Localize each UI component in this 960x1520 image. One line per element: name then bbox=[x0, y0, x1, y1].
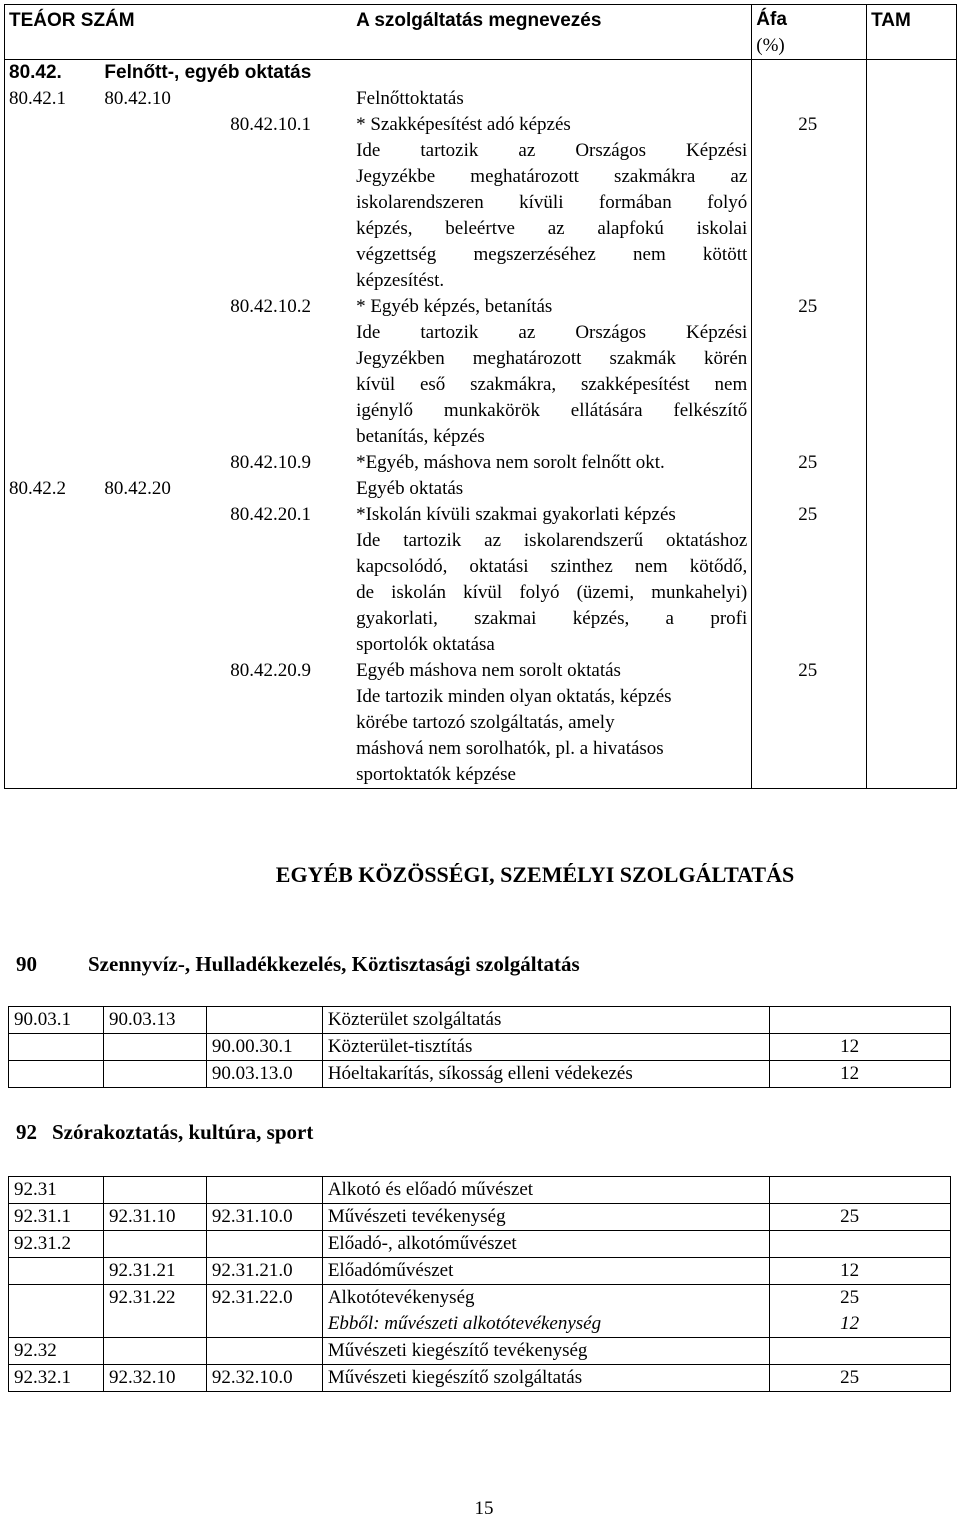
vat-value-text: 12 bbox=[840, 1036, 860, 1057]
code-l3: 90.00.30.1 bbox=[206, 1034, 322, 1061]
service-name bbox=[322, 1177, 769, 1204]
code-l3 bbox=[206, 1177, 322, 1204]
vat-value bbox=[770, 1177, 951, 1204]
code-l1: 90.03.1 bbox=[9, 1007, 104, 1034]
desc-line: Ide tartozik minden olyan oktatás, képzés bbox=[356, 686, 672, 707]
service-name-text: Művészeti tevékenység bbox=[327, 1206, 506, 1227]
service-name bbox=[322, 1231, 769, 1258]
service-description bbox=[352, 294, 752, 450]
code-l3 bbox=[206, 1338, 322, 1365]
vat-value: 25 bbox=[752, 112, 867, 294]
service-name bbox=[322, 1338, 769, 1365]
table-row bbox=[9, 1204, 951, 1231]
desc-line: Jegyzékben meghatározott szakmák körén bbox=[356, 348, 748, 369]
vat-table-education bbox=[4, 4, 957, 789]
code-l1 bbox=[9, 1285, 104, 1338]
service-name bbox=[322, 1061, 769, 1088]
code-l2: 92.31.22 bbox=[103, 1285, 206, 1338]
vat-value bbox=[770, 1338, 951, 1365]
service-name: Egyéb oktatás bbox=[356, 478, 464, 499]
desc-line: végzettség megszerzéséhez nem kötött bbox=[356, 244, 748, 265]
vat-value: 25 bbox=[752, 502, 867, 658]
code-l1 bbox=[9, 1061, 104, 1088]
code-l3: 80.42.20.1 bbox=[230, 504, 311, 525]
table-row bbox=[5, 476, 957, 502]
code-l3: 92.31.21.0 bbox=[206, 1258, 322, 1285]
header-vat-unit: (%) bbox=[756, 35, 785, 56]
table-header-row bbox=[5, 5, 957, 60]
group-name: Felnőtt-, egyéb oktatás bbox=[104, 62, 312, 83]
service-subname-text: Ebből: művészeti alkotótevékenység bbox=[327, 1313, 602, 1334]
code-l1: 92.32 bbox=[9, 1338, 104, 1365]
vat-table-sanitation bbox=[8, 1006, 951, 1088]
table-row bbox=[5, 450, 957, 476]
vat-value bbox=[770, 1258, 951, 1285]
desc-line: Jegyzékbe meghatározott szakmákra az bbox=[356, 166, 748, 187]
table-row bbox=[9, 1365, 951, 1392]
code-l3: 80.42.10.9 bbox=[230, 452, 311, 473]
desc-line: de iskolán kívül folyó (üzemi, munkahelyi) bbox=[356, 582, 748, 603]
vat-value-text: 12 bbox=[840, 1063, 860, 1084]
table-row bbox=[9, 1338, 951, 1365]
desc-line: kívül eső szakmákra, szakképesítést nem bbox=[356, 374, 748, 395]
service-title: * Szakképesítést adó képzés bbox=[356, 114, 571, 135]
service-name bbox=[322, 1285, 769, 1338]
desc-line: Ide tartozik az Országos Képzési bbox=[356, 322, 748, 343]
service-name-text: Előadóművészet bbox=[327, 1260, 454, 1281]
code-l3 bbox=[206, 1231, 322, 1258]
service-name-text: Művészeti kiegészítő szolgáltatás bbox=[327, 1367, 583, 1388]
vat-value-text: 25 bbox=[840, 1206, 860, 1227]
service-title: *Egyéb, máshova nem sorolt felnőtt okt. bbox=[356, 452, 665, 473]
vat-value bbox=[770, 1231, 951, 1258]
code-l2: 92.32.10 bbox=[103, 1365, 206, 1392]
code-l2: 92.31.10 bbox=[103, 1204, 206, 1231]
code-l2 bbox=[103, 1034, 206, 1061]
page-number: 15 bbox=[474, 1498, 494, 1519]
vat-subvalue-text: 12 bbox=[840, 1313, 860, 1334]
code-l3: 80.42.10.1 bbox=[230, 114, 311, 135]
header-vat-label: Áfa bbox=[756, 9, 787, 30]
code-l1 bbox=[9, 1258, 104, 1285]
header-service-name: A szolgáltatás megnevezés bbox=[352, 5, 752, 60]
service-name-text: Hóeltakarítás, síkosság elleni védekezés bbox=[327, 1063, 633, 1084]
service-description bbox=[352, 658, 752, 789]
code-l2: 80.42.10 bbox=[104, 88, 171, 109]
code-l3: 80.42.10.2 bbox=[230, 296, 311, 317]
code-l3: 80.42.20.9 bbox=[230, 660, 311, 681]
desc-line: igénylő munkakörök ellátására felkészítő bbox=[356, 400, 748, 421]
code-l3: 90.03.13.0 bbox=[206, 1061, 322, 1088]
code-l2: 92.31.21 bbox=[103, 1258, 206, 1285]
table-row bbox=[9, 1231, 951, 1258]
code-l1: 92.32.1 bbox=[9, 1365, 104, 1392]
table-row bbox=[9, 1258, 951, 1285]
code-l2: 80.42.20 bbox=[104, 478, 171, 499]
code-l1 bbox=[9, 1034, 104, 1061]
subsection-92-code: 92 bbox=[16, 1120, 37, 1144]
table-row bbox=[9, 1285, 951, 1338]
code-l2 bbox=[103, 1177, 206, 1204]
vat-value bbox=[770, 1007, 951, 1034]
vat-value: 25 bbox=[752, 294, 867, 450]
desc-line: kapcsolódó, oktatási szinthez nem kötődő, bbox=[356, 556, 748, 577]
service-name bbox=[322, 1365, 769, 1392]
code-l1: 92.31 bbox=[9, 1177, 104, 1204]
code-l3: 92.31.22.0 bbox=[206, 1285, 322, 1338]
desc-line: betanítás, képzés bbox=[356, 426, 485, 447]
service-title: Egyéb máshova nem sorolt oktatás bbox=[356, 660, 621, 681]
code-l2 bbox=[103, 1338, 206, 1365]
service-name-text: Művészeti kiegészítő tevékenység bbox=[327, 1340, 588, 1361]
code-l3: 92.32.10.0 bbox=[206, 1365, 322, 1392]
table-row bbox=[5, 294, 957, 450]
service-name-text: Alkotó és előadó művészet bbox=[327, 1179, 534, 1200]
vat-value bbox=[770, 1285, 951, 1338]
vat-value-text bbox=[840, 1177, 945, 1203]
service-name-text: Előadó-, alkotóművészet bbox=[327, 1233, 517, 1254]
desc-line: sportoktatók képzése bbox=[356, 764, 516, 785]
vat-value-text: 25 bbox=[840, 1367, 860, 1388]
group-code: 80.42. bbox=[9, 62, 62, 83]
service-description bbox=[352, 112, 752, 294]
code-l2: 90.03.13 bbox=[103, 1007, 206, 1034]
service-name bbox=[322, 1034, 769, 1061]
table-row bbox=[9, 1061, 951, 1088]
service-name bbox=[322, 1204, 769, 1231]
table-row bbox=[5, 658, 957, 789]
code-l1: 92.31.1 bbox=[9, 1204, 104, 1231]
subsection-90-title: Szennyvíz-, Hulladékkezelés, Köztisztasági szolgáltatás bbox=[88, 952, 580, 976]
desc-line: máshová nem sorolhatók, pl. a hivatásos bbox=[356, 738, 664, 759]
vat-value-text bbox=[840, 1231, 945, 1257]
desc-line: képzesítést. bbox=[356, 270, 445, 291]
table-row bbox=[9, 1034, 951, 1061]
vat-value bbox=[770, 1034, 951, 1061]
desc-line: körébe tartozó szolgáltatás, amely bbox=[356, 712, 615, 733]
desc-line: iskolarendszeren kívüli formában folyó bbox=[356, 192, 748, 213]
vat-value-text bbox=[840, 1338, 945, 1364]
vat-value bbox=[770, 1365, 951, 1392]
code-l1: 92.31.2 bbox=[9, 1231, 104, 1258]
service-description bbox=[352, 502, 752, 658]
desc-line: sportolók oktatása bbox=[356, 634, 495, 655]
code-l2 bbox=[103, 1231, 206, 1258]
desc-line: Ide tartozik az Országos Képzési bbox=[356, 140, 748, 161]
vat-value-text: 12 bbox=[840, 1260, 860, 1281]
vat-value-text bbox=[840, 1007, 945, 1033]
service-name-text: Közterület-tisztítás bbox=[327, 1036, 473, 1057]
subsection-90-code: 90 bbox=[16, 952, 37, 976]
vat-value bbox=[770, 1204, 951, 1231]
service-name bbox=[322, 1007, 769, 1034]
header-teaor: TEÁOR SZÁM bbox=[5, 5, 353, 60]
service-title: * Egyéb képzés, betanítás bbox=[356, 296, 553, 317]
code-l2 bbox=[103, 1061, 206, 1088]
desc-line: Ide tartozik az iskolarendszerű oktatáshoz bbox=[356, 530, 748, 551]
table-row bbox=[5, 86, 957, 112]
desc-line: képzés, beleértve az alapfokú iskolai bbox=[356, 218, 748, 239]
vat-value: 25 bbox=[752, 450, 867, 476]
table-row bbox=[9, 1177, 951, 1204]
table-row bbox=[9, 1007, 951, 1034]
service-name bbox=[322, 1258, 769, 1285]
vat-value-text: 25 bbox=[840, 1287, 860, 1308]
code-l1: 80.42.2 bbox=[9, 478, 66, 499]
desc-line: gyakorlati, szakmai képzés, a profi bbox=[356, 608, 748, 629]
code-l1: 80.42.1 bbox=[9, 88, 66, 109]
group-row bbox=[5, 60, 957, 87]
table-row bbox=[5, 112, 957, 294]
service-title: *Iskolán kívüli szakmai gyakorlati képzés bbox=[356, 504, 676, 525]
vat-table-culture bbox=[8, 1176, 951, 1392]
service-name-text: Közterület szolgáltatás bbox=[327, 1009, 502, 1030]
table-row bbox=[5, 502, 957, 658]
vat-value: 25 bbox=[752, 658, 867, 789]
header-tam: TAM bbox=[867, 5, 957, 60]
vat-value bbox=[770, 1061, 951, 1088]
code-l3: 92.31.10.0 bbox=[206, 1204, 322, 1231]
subsection-92-title: Szórakoztatás, kultúra, sport bbox=[52, 1120, 314, 1144]
header-vat bbox=[752, 5, 867, 60]
code-l3 bbox=[206, 1007, 322, 1034]
service-name: Felnőttoktatás bbox=[356, 88, 464, 109]
section-title: EGYÉB KÖZÖSSÉGI, SZEMÉLYI SZOLGÁLTATÁS bbox=[275, 862, 795, 887]
service-name-text: Alkotótevékenység bbox=[327, 1287, 475, 1308]
